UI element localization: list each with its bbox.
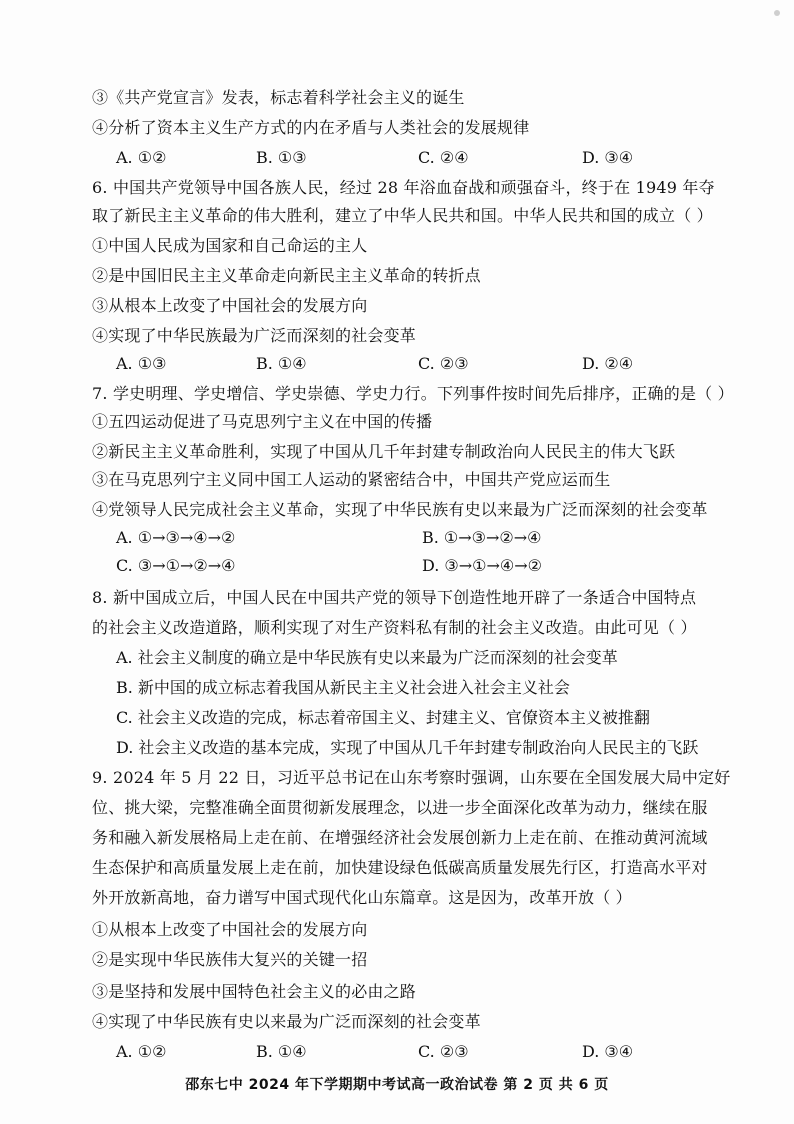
q7-stem-line-1: 7. 学史明理、学史增信、学史崇德、学史力行。下列事件按时间先后排序，正确的是（ ） [92,384,734,403]
q8-option-a[interactable]: A. 社会主义制度的确立是中华民族有史以来最为广泛而深刻的社会变革 [116,648,618,667]
q7-item-2: ②新民主主义革命胜利，实现了中国从几千年封建专制政治向人民民主的伟大飞跃 [92,442,676,461]
q8-option-d[interactable]: D. 社会主义改造的基本完成，实现了中国从几千年封建专制政治向人民民主的飞跃 [116,738,699,757]
q7-item-1: ①五四运动促进了马克思列宁主义在中国的传播 [92,412,433,431]
q7-option-b[interactable]: B. ①→③→②→④ [422,528,542,547]
q9-item-1: ①从根本上改变了中国社会的发展方向 [92,920,368,939]
q9-stem-line-4: 生态保护和高质量发展上走在前，加快建设绿色低碳高质量发展先行区，打造高水平对 [92,858,708,877]
q8-stem-line-1: 8. 新中国成立后，中国人民在中国共产党的领导下创造性地开辟了一条适合中国特点 [92,588,697,607]
q5-options [116,148,736,168]
q9-option-c[interactable]: C. ②③ [418,1042,469,1061]
q9-stem-line-3: 务和融入新发展格局上走在前、在增强经济社会发展创新力上走在前、在推动黄河流域 [92,828,708,847]
q8-stem-line-2: 的社会主义改造道路，顺利实现了对生产资料私有制的社会主义改造。由此可见（ ） [92,618,697,637]
q6-item-2: ②是中国旧民主主义革命走向新民主主义革命的转折点 [92,266,481,285]
q7-options-row-2 [116,556,736,576]
q9-item-3: ③是坚持和发展中国特色社会主义的必由之路 [92,982,417,1001]
q9-stem-line-2: 位、挑大梁，完整准确全面贯彻新发展理念，以进一步全面深化改革为动力，继续在服 [92,798,708,817]
q9-item-4: ④实现了中华民族有史以来最为广泛而深刻的社会变革 [92,1012,481,1031]
scan-dot [774,10,780,16]
q9-option-d[interactable]: D. ③④ [582,1042,634,1061]
q6-item-1: ①中国人民成为国家和自己命运的主人 [92,236,368,255]
q5-option-b[interactable]: B. ①③ [256,148,307,167]
q5-item-3: ③《共产党宣言》发表，标志着科学社会主义的诞生 [92,88,465,107]
q8-option-c[interactable]: C. 社会主义改造的完成，标志着帝国主义、封建主义、官僚资本主义被推翻 [116,708,650,727]
q7-options-row-1 [116,528,736,548]
q6-option-b[interactable]: B. ①④ [256,354,307,373]
q5-option-a[interactable]: A. ①② [116,148,167,167]
q6-item-4: ④实现了中华民族最为广泛而深刻的社会变革 [92,326,417,345]
q6-options [116,354,736,374]
q5-item-4: ④分析了资本主义生产方式的内在矛盾与人类社会的发展规律 [92,118,530,137]
q6-option-d[interactable]: D. ②④ [582,354,634,373]
q7-option-c[interactable]: C. ③→①→②→④ [116,556,236,575]
q9-option-a[interactable]: A. ①② [116,1042,167,1061]
page-footer: 邵东七中 2024 年下学期期中考试高一政治试卷 第 2 页 共 6 页 [185,1077,609,1093]
q8-option-b[interactable]: B. 新中国的成立标志着我国从新民主主义社会进入社会主义社会 [116,678,570,697]
q6-option-a[interactable]: A. ①③ [116,354,167,373]
q9-item-2: ②是实现中华民族伟大复兴的关键一招 [92,950,368,969]
q7-item-3: ③在马克思列宁主义同中国工人运动的紧密结合中，中国共产党应运而生 [92,470,611,489]
q9-stem-line-1: 9. 2024 年 5 月 22 日，习近平总书记在山东考察时强调，山东要在全国发展大局中定好 [92,768,731,787]
q5-option-c[interactable]: C. ②④ [418,148,469,167]
q6-item-3: ③从根本上改变了中国社会的发展方向 [92,296,368,315]
q6-stem-line-1: 6. 中国共产党领导中国各族人民，经过 28 年浴血奋战和顽强奋斗，终于在 1949 年夺 [92,178,715,197]
q9-stem-line-5: 外开放新高地，奋力谱写中国式现代化山东篇章。这是因为，改革开放（ ） [92,888,632,907]
q7-item-4: ④党领导人民完成社会主义革命，实现了中华民族有史以来最为广泛而深刻的社会变革 [92,500,708,519]
q7-option-d[interactable]: D. ③→①→④→② [422,556,543,575]
q7-option-a[interactable]: A. ①→③→④→② [116,528,236,547]
q9-options [116,1042,736,1062]
q6-option-c[interactable]: C. ②③ [418,354,469,373]
q5-option-d[interactable]: D. ③④ [582,148,634,167]
q6-stem-line-2: 取了新民主主义革命的伟大胜利，建立了中华人民共和国。中华人民共和国的成立（ ） [92,206,713,225]
q9-option-b[interactable]: B. ①④ [256,1042,307,1061]
